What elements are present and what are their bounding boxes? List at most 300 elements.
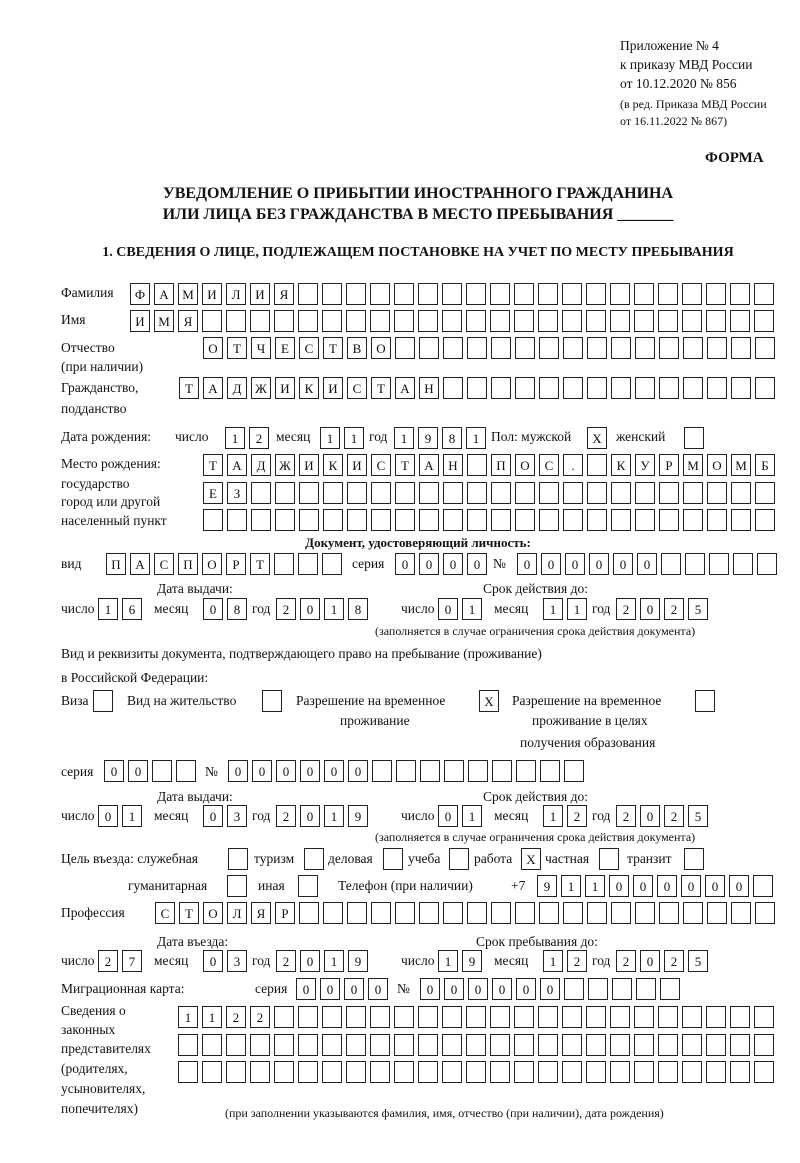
char-cell[interactable]: Т: [371, 377, 391, 399]
purpose-private-checkbox[interactable]: [599, 848, 623, 870]
char-cell[interactable]: [202, 1061, 222, 1083]
purpose-humanitarian-checkbox[interactable]: [227, 875, 251, 897]
char-cell[interactable]: [370, 310, 390, 332]
char-cell[interactable]: Т: [250, 553, 270, 575]
char-cell[interactable]: [468, 760, 488, 782]
char-cell[interactable]: [683, 902, 703, 924]
char-cell[interactable]: 2: [276, 805, 296, 827]
char-cell[interactable]: [707, 377, 727, 399]
char-cell[interactable]: [634, 1034, 654, 1056]
char-cell[interactable]: 5: [688, 805, 708, 827]
stay-day-field[interactable]: [438, 950, 486, 972]
char-cell[interactable]: [562, 1006, 582, 1028]
char-cell[interactable]: 0: [438, 805, 458, 827]
char-cell[interactable]: [383, 848, 403, 870]
char-cell[interactable]: 0: [348, 760, 368, 782]
char-cell[interactable]: [370, 1061, 390, 1083]
char-cell[interactable]: [322, 1006, 342, 1028]
char-cell[interactable]: 1: [324, 805, 344, 827]
char-cell[interactable]: X: [587, 427, 607, 449]
stay-year-field[interactable]: [616, 950, 712, 972]
char-cell[interactable]: 7: [122, 950, 142, 972]
char-cell[interactable]: [659, 482, 679, 504]
char-cell[interactable]: [755, 482, 775, 504]
char-cell[interactable]: [587, 902, 607, 924]
char-cell[interactable]: Н: [443, 454, 463, 476]
char-cell[interactable]: [635, 377, 655, 399]
char-cell[interactable]: 0: [613, 553, 633, 575]
temp-residence-checkbox[interactable]: [479, 690, 503, 712]
char-cell[interactable]: 0: [420, 978, 440, 1000]
char-cell[interactable]: 1: [394, 427, 414, 449]
char-cell[interactable]: К: [299, 377, 319, 399]
char-cell[interactable]: 1: [567, 598, 587, 620]
char-cell[interactable]: [346, 283, 366, 305]
char-cell[interactable]: [755, 377, 775, 399]
char-cell[interactable]: 0: [637, 553, 657, 575]
char-cell[interactable]: 0: [468, 978, 488, 1000]
char-cell[interactable]: [706, 283, 726, 305]
char-cell[interactable]: 1: [178, 1006, 198, 1028]
char-cell[interactable]: О: [371, 337, 391, 359]
char-cell[interactable]: [178, 1061, 198, 1083]
right-valid-day-field[interactable]: [438, 805, 486, 827]
purpose-study-checkbox[interactable]: [449, 848, 473, 870]
char-cell[interactable]: [274, 1006, 294, 1028]
char-cell[interactable]: [563, 377, 583, 399]
char-cell[interactable]: [274, 1061, 294, 1083]
char-cell[interactable]: 2: [567, 805, 587, 827]
char-cell[interactable]: [515, 509, 535, 531]
char-cell[interactable]: [755, 902, 775, 924]
char-cell[interactable]: 1: [585, 875, 605, 897]
entry-year-field[interactable]: [276, 950, 372, 972]
char-cell[interactable]: [586, 1006, 606, 1028]
char-cell[interactable]: [730, 310, 750, 332]
char-cell[interactable]: [466, 1034, 486, 1056]
char-cell[interactable]: Ч: [251, 337, 271, 359]
char-cell[interactable]: [731, 902, 751, 924]
char-cell[interactable]: А: [154, 283, 174, 305]
char-cell[interactable]: Е: [275, 337, 295, 359]
char-cell[interactable]: 0: [128, 760, 148, 782]
char-cell[interactable]: [562, 1061, 582, 1083]
char-cell[interactable]: 0: [300, 760, 320, 782]
char-cell[interactable]: [449, 848, 469, 870]
char-cell[interactable]: 0: [368, 978, 388, 1000]
doc-series-field[interactable]: [395, 553, 491, 575]
char-cell[interactable]: [323, 902, 343, 924]
char-cell[interactable]: [443, 337, 463, 359]
char-cell[interactable]: [755, 337, 775, 359]
char-cell[interactable]: [540, 760, 560, 782]
char-cell[interactable]: [491, 509, 511, 531]
char-cell[interactable]: X: [521, 848, 541, 870]
profession-field[interactable]: [155, 902, 779, 924]
char-cell[interactable]: [444, 760, 464, 782]
char-cell[interactable]: [730, 1006, 750, 1028]
purpose-other-checkbox[interactable]: [298, 875, 322, 897]
char-cell[interactable]: [610, 283, 630, 305]
char-cell[interactable]: 0: [324, 760, 344, 782]
right-issue-day-field[interactable]: [98, 805, 146, 827]
char-cell[interactable]: [395, 482, 415, 504]
char-cell[interactable]: [346, 1034, 366, 1056]
char-cell[interactable]: [659, 377, 679, 399]
char-cell[interactable]: [322, 1061, 342, 1083]
char-cell[interactable]: [466, 310, 486, 332]
reps-field-row[interactable]: [178, 1006, 778, 1028]
char-cell[interactable]: [538, 1061, 558, 1083]
char-cell[interactable]: 8: [227, 598, 247, 620]
char-cell[interactable]: 0: [729, 875, 749, 897]
char-cell[interactable]: М: [178, 283, 198, 305]
char-cell[interactable]: М: [154, 310, 174, 332]
char-cell[interactable]: 1: [466, 427, 486, 449]
entry-day-field[interactable]: [98, 950, 146, 972]
char-cell[interactable]: 1: [225, 427, 245, 449]
char-cell[interactable]: 0: [300, 950, 320, 972]
char-cell[interactable]: [442, 310, 462, 332]
char-cell[interactable]: [757, 553, 777, 575]
pob-field-row[interactable]: [203, 454, 779, 476]
char-cell[interactable]: [490, 1006, 510, 1028]
char-cell[interactable]: 0: [252, 760, 272, 782]
char-cell[interactable]: 5: [688, 950, 708, 972]
char-cell[interactable]: И: [250, 283, 270, 305]
char-cell[interactable]: Д: [251, 454, 271, 476]
char-cell[interactable]: [730, 283, 750, 305]
char-cell[interactable]: 0: [419, 553, 439, 575]
char-cell[interactable]: [466, 1061, 486, 1083]
char-cell[interactable]: [395, 902, 415, 924]
male-checkbox[interactable]: [587, 427, 611, 449]
char-cell[interactable]: [467, 509, 487, 531]
char-cell[interactable]: [564, 760, 584, 782]
char-cell[interactable]: [467, 454, 487, 476]
char-cell[interactable]: Д: [227, 377, 247, 399]
char-cell[interactable]: [731, 377, 751, 399]
char-cell[interactable]: [418, 283, 438, 305]
char-cell[interactable]: [612, 978, 632, 1000]
char-cell[interactable]: [275, 509, 295, 531]
char-cell[interactable]: 0: [300, 598, 320, 620]
char-cell[interactable]: 0: [296, 978, 316, 1000]
char-cell[interactable]: [610, 1006, 630, 1028]
char-cell[interactable]: [322, 283, 342, 305]
char-cell[interactable]: [226, 1061, 246, 1083]
char-cell[interactable]: [683, 509, 703, 531]
char-cell[interactable]: С: [155, 902, 175, 924]
char-cell[interactable]: И: [202, 283, 222, 305]
char-cell[interactable]: [658, 283, 678, 305]
char-cell[interactable]: 1: [324, 598, 344, 620]
mc-series-field[interactable]: [296, 978, 392, 1000]
char-cell[interactable]: 0: [228, 760, 248, 782]
char-cell[interactable]: Т: [203, 454, 223, 476]
char-cell[interactable]: [539, 337, 559, 359]
char-cell[interactable]: [611, 902, 631, 924]
char-cell[interactable]: [299, 482, 319, 504]
char-cell[interactable]: [443, 509, 463, 531]
residence-checkbox[interactable]: [262, 690, 286, 712]
char-cell[interactable]: 2: [98, 950, 118, 972]
right-number-field[interactable]: [228, 760, 588, 782]
char-cell[interactable]: [491, 337, 511, 359]
char-cell[interactable]: [563, 337, 583, 359]
char-cell[interactable]: [274, 310, 294, 332]
char-cell[interactable]: [227, 875, 247, 897]
char-cell[interactable]: [322, 1034, 342, 1056]
char-cell[interactable]: 1: [561, 875, 581, 897]
char-cell[interactable]: Т: [323, 337, 343, 359]
char-cell[interactable]: [586, 310, 606, 332]
char-cell[interactable]: [707, 509, 727, 531]
char-cell[interactable]: 1: [543, 598, 563, 620]
doc-issue-month-field[interactable]: [203, 598, 251, 620]
char-cell[interactable]: [152, 760, 172, 782]
char-cell[interactable]: 9: [348, 805, 368, 827]
char-cell[interactable]: [706, 1006, 726, 1028]
char-cell[interactable]: 0: [540, 978, 560, 1000]
char-cell[interactable]: [682, 310, 702, 332]
char-cell[interactable]: 0: [541, 553, 561, 575]
char-cell[interactable]: 0: [681, 875, 701, 897]
right-valid-month-field[interactable]: [543, 805, 591, 827]
char-cell[interactable]: [754, 1061, 774, 1083]
char-cell[interactable]: [660, 978, 680, 1000]
char-cell[interactable]: [634, 1061, 654, 1083]
char-cell[interactable]: [443, 902, 463, 924]
purpose-work-checkbox[interactable]: [521, 848, 545, 870]
char-cell[interactable]: [370, 1006, 390, 1028]
char-cell[interactable]: [636, 978, 656, 1000]
pob-field-row[interactable]: [203, 482, 779, 504]
char-cell[interactable]: [586, 1034, 606, 1056]
char-cell[interactable]: 0: [98, 805, 118, 827]
char-cell[interactable]: [539, 482, 559, 504]
char-cell[interactable]: Я: [178, 310, 198, 332]
char-cell[interactable]: 3: [227, 950, 247, 972]
char-cell[interactable]: [250, 310, 270, 332]
char-cell[interactable]: 0: [517, 553, 537, 575]
char-cell[interactable]: [419, 509, 439, 531]
char-cell[interactable]: [599, 848, 619, 870]
char-cell[interactable]: [262, 690, 282, 712]
reps-field-row[interactable]: [178, 1034, 778, 1056]
purpose-tourism-checkbox[interactable]: [304, 848, 328, 870]
char-cell[interactable]: [299, 509, 319, 531]
char-cell[interactable]: О: [707, 454, 727, 476]
char-cell[interactable]: [733, 553, 753, 575]
char-cell[interactable]: К: [611, 454, 631, 476]
char-cell[interactable]: [370, 283, 390, 305]
char-cell[interactable]: 5: [688, 598, 708, 620]
char-cell[interactable]: 2: [567, 950, 587, 972]
char-cell[interactable]: [176, 760, 196, 782]
char-cell[interactable]: 0: [344, 978, 364, 1000]
char-cell[interactable]: [298, 1034, 318, 1056]
doc-number-field[interactable]: [517, 553, 781, 575]
char-cell[interactable]: П: [491, 454, 511, 476]
char-cell[interactable]: [347, 482, 367, 504]
char-cell[interactable]: [298, 553, 318, 575]
char-cell[interactable]: А: [130, 553, 150, 575]
char-cell[interactable]: [419, 482, 439, 504]
pob-field-row[interactable]: [203, 509, 779, 531]
char-cell[interactable]: А: [203, 377, 223, 399]
char-cell[interactable]: [658, 1061, 678, 1083]
char-cell[interactable]: [442, 1034, 462, 1056]
char-cell[interactable]: П: [178, 553, 198, 575]
char-cell[interactable]: .: [563, 454, 583, 476]
char-cell[interactable]: [586, 283, 606, 305]
citizenship-field[interactable]: [179, 377, 779, 399]
char-cell[interactable]: [539, 509, 559, 531]
char-cell[interactable]: 2: [616, 805, 636, 827]
doc-issue-day-field[interactable]: [98, 598, 146, 620]
char-cell[interactable]: [538, 1006, 558, 1028]
char-cell[interactable]: 1: [462, 805, 482, 827]
char-cell[interactable]: 1: [324, 950, 344, 972]
char-cell[interactable]: [394, 310, 414, 332]
char-cell[interactable]: [323, 509, 343, 531]
char-cell[interactable]: 0: [203, 598, 223, 620]
char-cell[interactable]: 1: [462, 598, 482, 620]
char-cell[interactable]: [564, 978, 584, 1000]
char-cell[interactable]: [754, 310, 774, 332]
doc-valid-month-field[interactable]: [543, 598, 591, 620]
phone-field[interactable]: [537, 875, 777, 897]
char-cell[interactable]: К: [323, 454, 343, 476]
char-cell[interactable]: [611, 377, 631, 399]
char-cell[interactable]: [394, 1034, 414, 1056]
char-cell[interactable]: [466, 283, 486, 305]
char-cell[interactable]: 8: [348, 598, 368, 620]
char-cell[interactable]: А: [227, 454, 247, 476]
char-cell[interactable]: [707, 482, 727, 504]
purpose-service-checkbox[interactable]: [228, 848, 252, 870]
char-cell[interactable]: [418, 1061, 438, 1083]
char-cell[interactable]: [394, 1061, 414, 1083]
doc-issue-year-field[interactable]: [276, 598, 372, 620]
char-cell[interactable]: О: [202, 553, 222, 575]
char-cell[interactable]: [298, 1006, 318, 1028]
char-cell[interactable]: [466, 1006, 486, 1028]
char-cell[interactable]: [538, 283, 558, 305]
char-cell[interactable]: [634, 283, 654, 305]
char-cell[interactable]: [515, 377, 535, 399]
char-cell[interactable]: [563, 509, 583, 531]
char-cell[interactable]: [634, 310, 654, 332]
char-cell[interactable]: [418, 1006, 438, 1028]
char-cell[interactable]: 0: [438, 598, 458, 620]
char-cell[interactable]: О: [515, 454, 535, 476]
char-cell[interactable]: [370, 1034, 390, 1056]
char-cell[interactable]: 6: [122, 598, 142, 620]
purpose-business-checkbox[interactable]: [383, 848, 407, 870]
char-cell[interactable]: [635, 509, 655, 531]
char-cell[interactable]: М: [683, 454, 703, 476]
char-cell[interactable]: [610, 1034, 630, 1056]
char-cell[interactable]: [755, 509, 775, 531]
char-cell[interactable]: [514, 1061, 534, 1083]
char-cell[interactable]: [588, 978, 608, 1000]
char-cell[interactable]: А: [419, 454, 439, 476]
char-cell[interactable]: [658, 1034, 678, 1056]
char-cell[interactable]: 2: [616, 950, 636, 972]
char-cell[interactable]: 0: [203, 950, 223, 972]
char-cell[interactable]: [706, 310, 726, 332]
char-cell[interactable]: Л: [226, 283, 246, 305]
char-cell[interactable]: М: [731, 454, 751, 476]
char-cell[interactable]: 2: [250, 1006, 270, 1028]
char-cell[interactable]: [635, 482, 655, 504]
char-cell[interactable]: 1: [202, 1006, 222, 1028]
char-cell[interactable]: [250, 1061, 270, 1083]
char-cell[interactable]: С: [539, 454, 559, 476]
char-cell[interactable]: 2: [664, 598, 684, 620]
char-cell[interactable]: 0: [657, 875, 677, 897]
char-cell[interactable]: [730, 1061, 750, 1083]
stay-month-field[interactable]: [543, 950, 591, 972]
char-cell[interactable]: [395, 509, 415, 531]
char-cell[interactable]: А: [395, 377, 415, 399]
char-cell[interactable]: [202, 1034, 222, 1056]
right-valid-year-field[interactable]: [616, 805, 712, 827]
char-cell[interactable]: [467, 377, 487, 399]
char-cell[interactable]: X: [479, 690, 499, 712]
char-cell[interactable]: 0: [492, 978, 512, 1000]
name-field[interactable]: [130, 310, 778, 332]
doc-valid-year-field[interactable]: [616, 598, 712, 620]
char-cell[interactable]: [394, 283, 414, 305]
char-cell[interactable]: [419, 902, 439, 924]
char-cell[interactable]: И: [347, 454, 367, 476]
char-cell[interactable]: 1: [543, 950, 563, 972]
char-cell[interactable]: Б: [755, 454, 775, 476]
char-cell[interactable]: 2: [616, 598, 636, 620]
char-cell[interactable]: [251, 509, 271, 531]
char-cell[interactable]: [706, 1034, 726, 1056]
char-cell[interactable]: Ж: [251, 377, 271, 399]
patronymic-field[interactable]: [203, 337, 779, 359]
edu-residence-checkbox[interactable]: [695, 690, 719, 712]
dob-day-field[interactable]: [225, 427, 273, 449]
char-cell[interactable]: [562, 310, 582, 332]
char-cell[interactable]: [492, 760, 512, 782]
char-cell[interactable]: [538, 1034, 558, 1056]
char-cell[interactable]: [538, 310, 558, 332]
char-cell[interactable]: [226, 310, 246, 332]
char-cell[interactable]: С: [154, 553, 174, 575]
char-cell[interactable]: [93, 690, 113, 712]
char-cell[interactable]: [634, 1006, 654, 1028]
char-cell[interactable]: 0: [565, 553, 585, 575]
char-cell[interactable]: [227, 509, 247, 531]
char-cell[interactable]: [539, 902, 559, 924]
char-cell[interactable]: [298, 283, 318, 305]
char-cell[interactable]: Ф: [130, 283, 150, 305]
char-cell[interactable]: 2: [664, 950, 684, 972]
char-cell[interactable]: [661, 553, 681, 575]
char-cell[interactable]: [682, 1006, 702, 1028]
char-cell[interactable]: [178, 1034, 198, 1056]
char-cell[interactable]: [418, 310, 438, 332]
char-cell[interactable]: 0: [589, 553, 609, 575]
char-cell[interactable]: [467, 482, 487, 504]
char-cell[interactable]: [346, 1006, 366, 1028]
